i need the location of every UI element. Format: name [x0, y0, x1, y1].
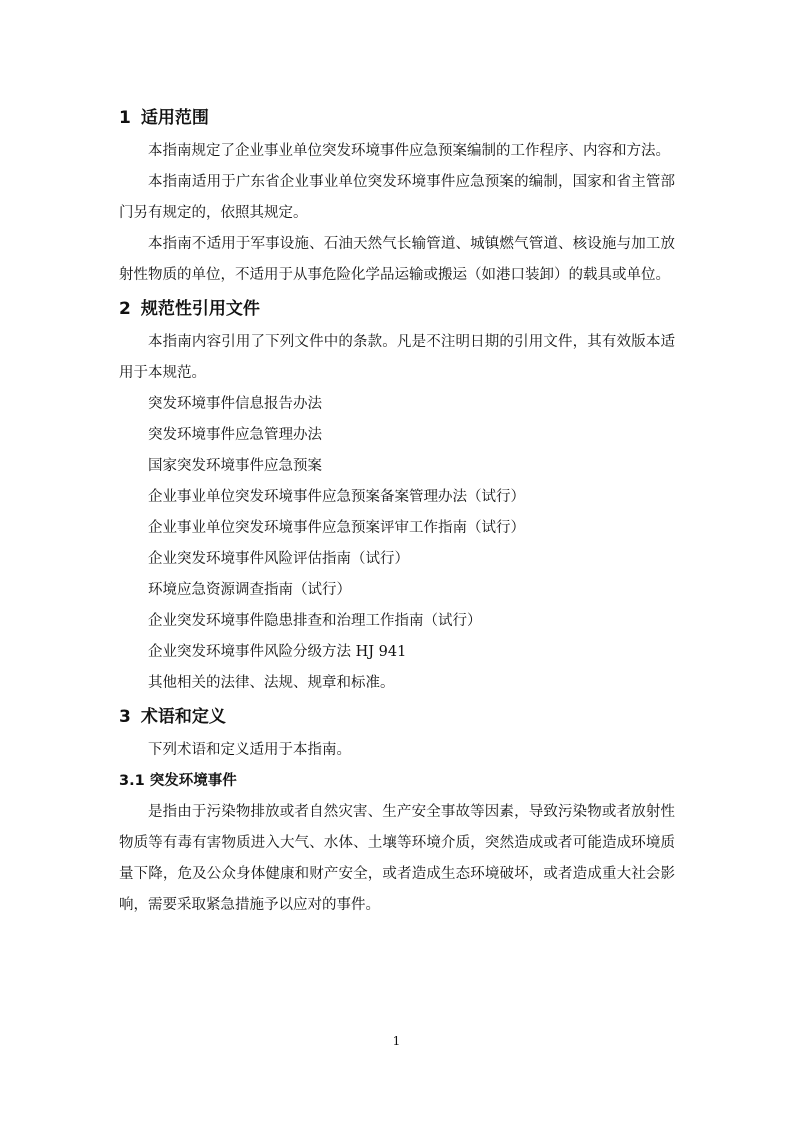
section-heading-1	[119, 100, 675, 136]
section-title: 规范性引用文件	[140, 299, 260, 319]
section-heading-2	[119, 291, 675, 327]
reference-item: 企业事业单位突发环境事件应急预案评审工作指南（试行）	[148, 520, 525, 536]
reference-item: 企业突发环境事件隐患排查和治理工作指南（试行）	[148, 613, 482, 629]
section-number: 2	[119, 299, 131, 319]
reference-item: 环境应急资源调查指南（试行）	[148, 582, 351, 598]
reference-item: 国家突发环境事件应急预案	[148, 458, 322, 474]
section-title: 术语和定义	[140, 707, 226, 727]
paragraph: 下列术语和定义适用于本指南。	[148, 742, 351, 758]
reference-item: 企业突发环境事件风险评估指南（试行）	[148, 551, 409, 567]
reference-item: 突发环境事件信息报告办法	[148, 396, 322, 412]
paragraph: 本指南不适用于军事设施、石油天然气长输管道、城镇燃气管道、核设施与加工放射性物质的单位，不适用于从事危险化学品运输或搬运（如港口装卸）的载具或单位。	[119, 236, 675, 283]
reference-item: 企业事业单位突发环境事件应急预案备案管理办法（试行）	[148, 489, 525, 505]
reference-item: 其他相关的法律、法规、规章和标准。	[148, 675, 395, 691]
paragraph: 本指南适用于广东省企业事业单位突发环境事件应急预案的编制，国家和省主管部门另有规定的，依照其规定。	[119, 174, 675, 221]
section-number: 1	[119, 108, 131, 128]
section-title: 适用范围	[140, 108, 209, 128]
paragraph: 是指由于污染物排放或者自然灾害、生产安全事故等因素，导致污染物或者放射性物质等有毒有害物质进入大气、水体、土壤等环境介质，突然造成或者可能造成环境质量下降，危及公众身体健康和财产安全，或者造成生态环境破坏，或者造成重大社会影响，需要采取紧急措施予以应对的事件。	[119, 804, 675, 913]
paragraph: 本指南规定了企业事业单位突发环境事件应急预案编制的工作程序、内容和方法。	[148, 143, 670, 159]
section-heading-3	[119, 699, 675, 735]
page-number: 1	[392, 1034, 401, 1048]
subsection-heading	[119, 766, 675, 797]
subsection-title: 突发环境事件	[149, 773, 237, 789]
section-number: 3	[119, 707, 131, 727]
paragraph: 本指南内容引用了下列文件中的条款。凡是不注明日期的引用文件，其有效版本适用于本规范。	[119, 334, 675, 381]
subsection-number: 3.1	[119, 773, 145, 789]
reference-item: 企业突发环境事件风险分级方法 HJ 941	[148, 644, 407, 660]
document-page	[119, 100, 675, 921]
reference-item: 突发环境事件应急管理办法	[148, 427, 322, 443]
